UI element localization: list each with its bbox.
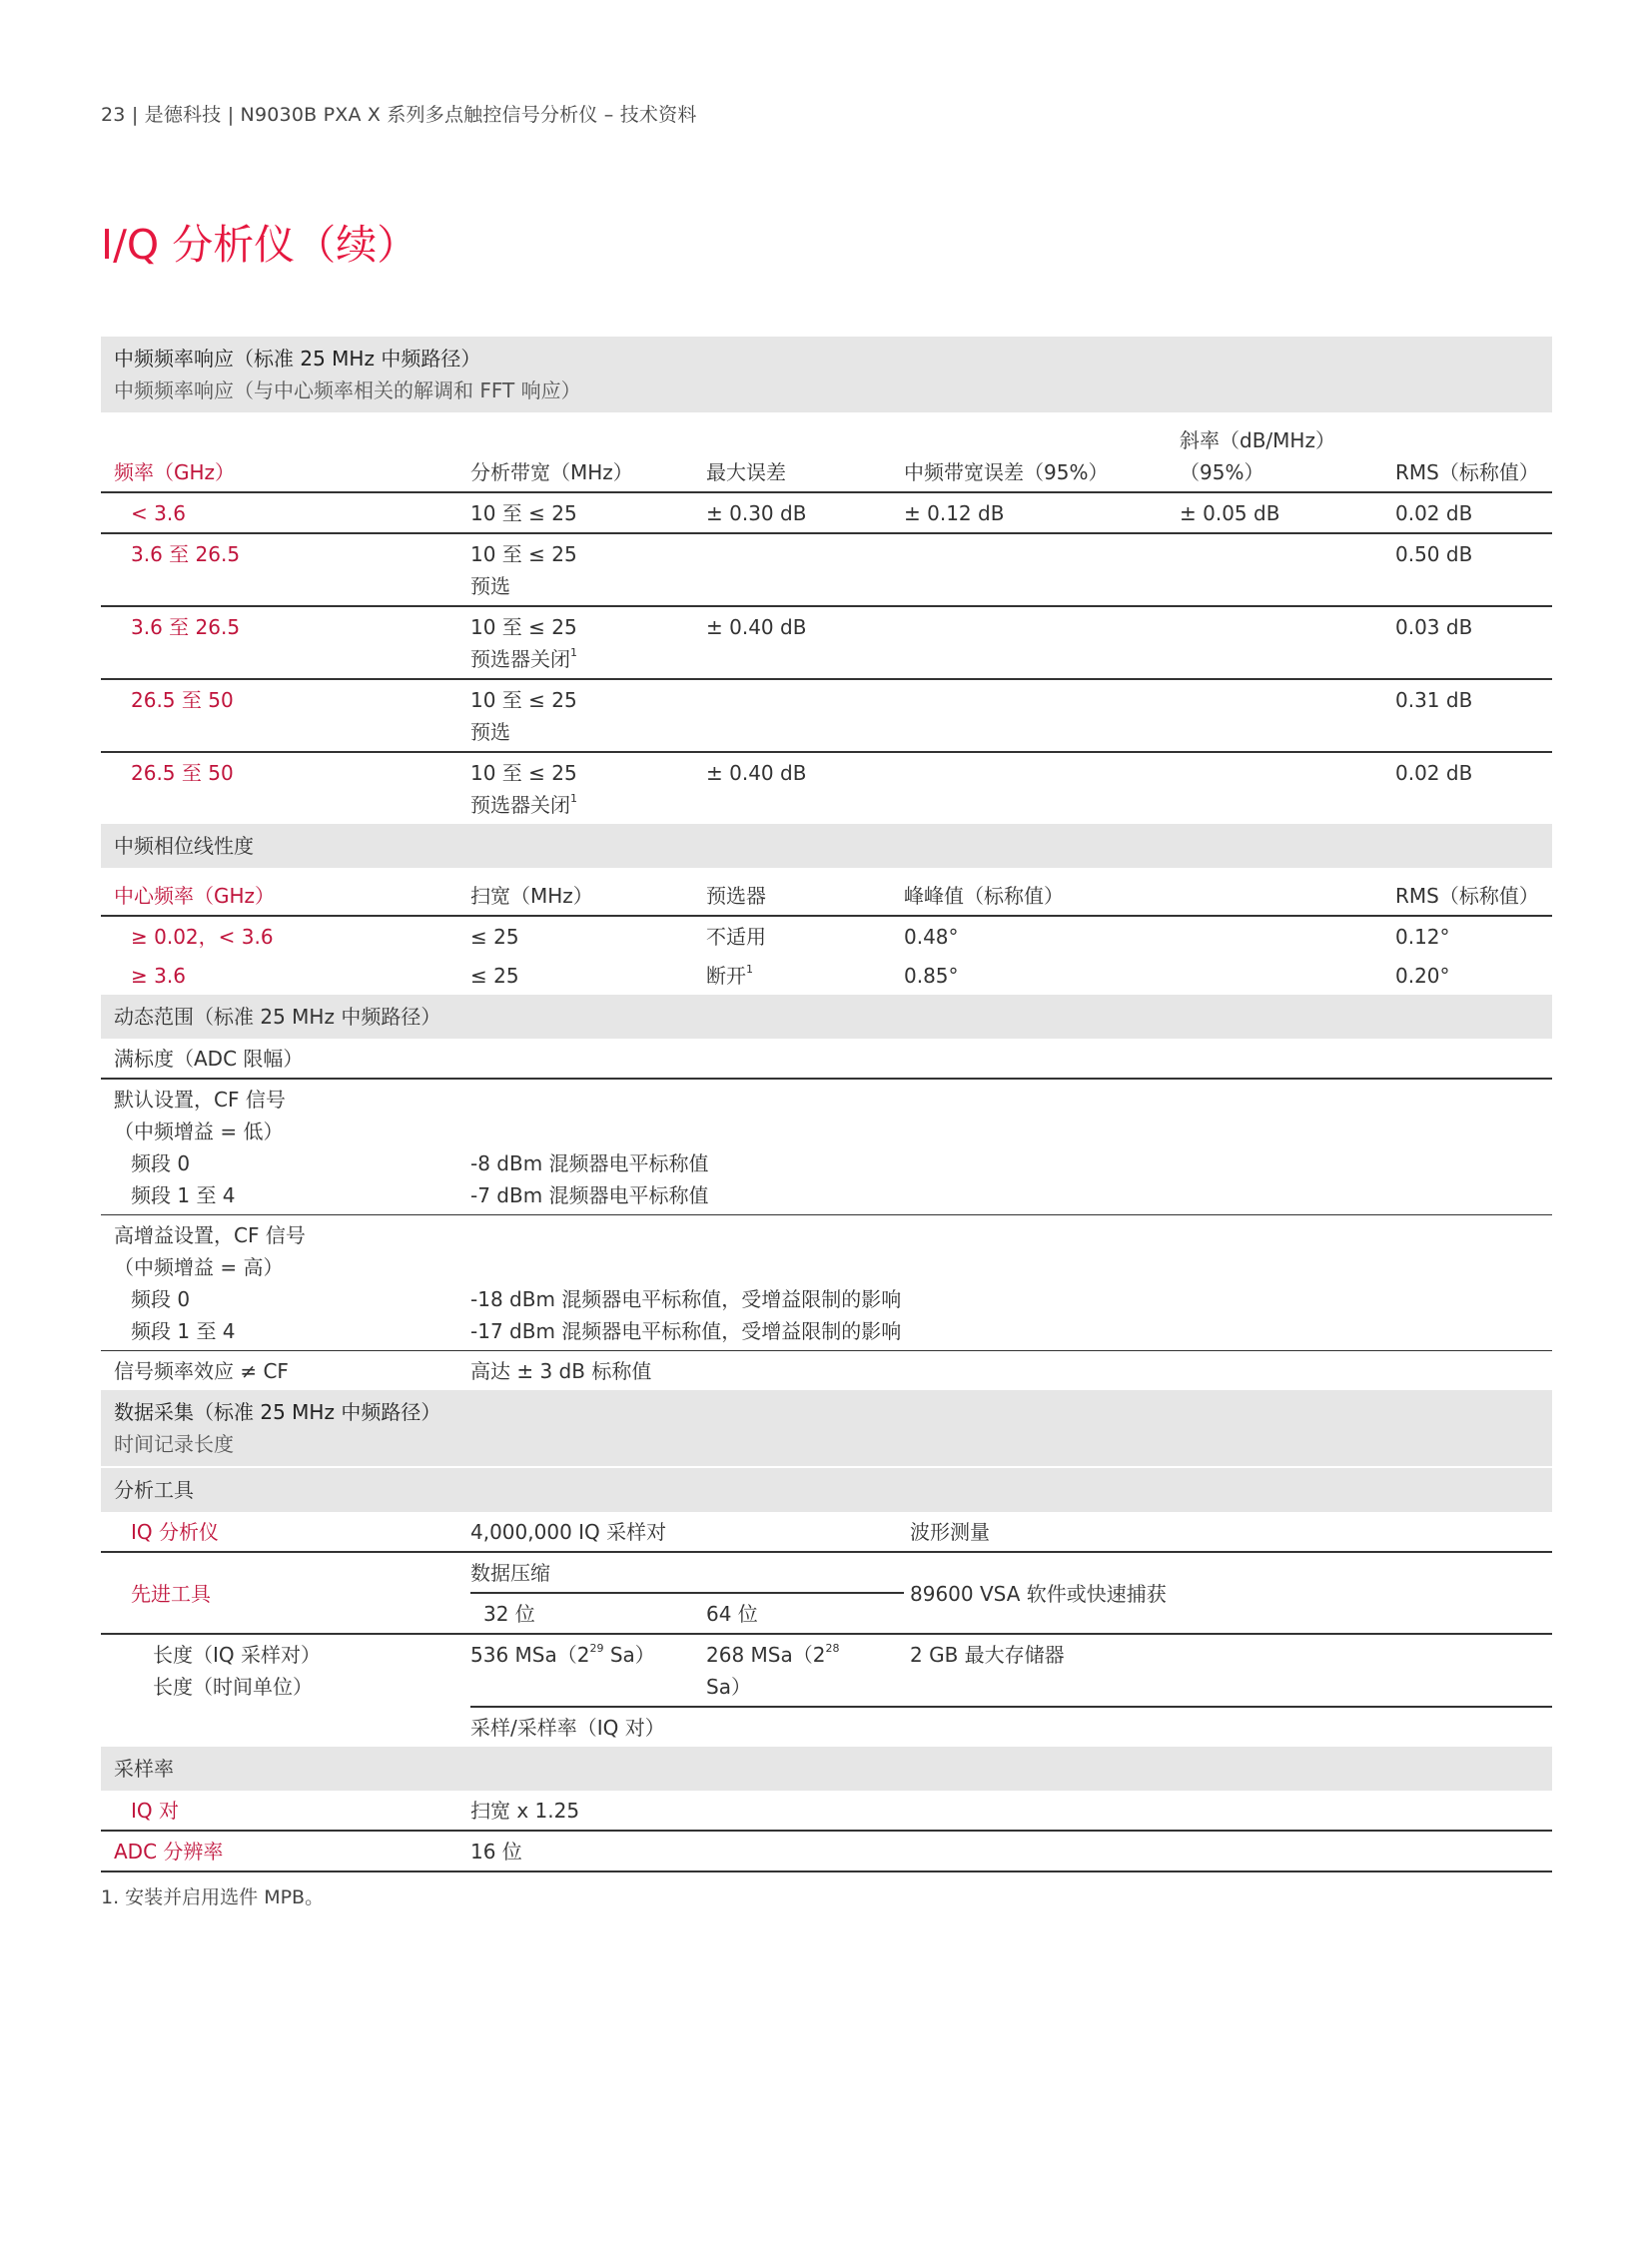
footnote-ref: 1 <box>570 646 577 660</box>
freq-cell: < 3.6 <box>101 492 470 533</box>
max-err-cell: ± 0.40 dB <box>706 606 904 679</box>
default-sub: （中频增益 = 低） <box>114 1120 284 1143</box>
bw-note-wrap <box>470 789 698 821</box>
column-header: 预选器 <box>706 868 904 916</box>
high-setting-cell <box>101 1215 470 1351</box>
default-band14-value: -7 dBm 混频器电平标称值 <box>470 1183 709 1207</box>
column-header: 频率（GHz） <box>101 412 470 492</box>
bit64-label: 64 位 <box>706 1593 904 1634</box>
bw-value: 10 至 ≤ 25 <box>470 615 577 639</box>
compress-label: 数据压缩 <box>470 1552 904 1593</box>
length-time-label: 长度（时间单位） <box>153 1675 313 1699</box>
band0-label: 频段 0 <box>131 1151 191 1175</box>
column-header: 扫宽（MHz） <box>470 868 706 916</box>
spec-content <box>101 337 1552 1909</box>
if-err-cell <box>904 606 1180 679</box>
high-sub: （中频增益 = 高） <box>114 1255 284 1279</box>
table-row <box>101 606 1552 679</box>
max-err-cell <box>706 533 904 606</box>
section-if-phase <box>101 824 1552 868</box>
column-header: 斜率（dB/MHz）（95%） <box>1180 412 1395 492</box>
table-row <box>101 752 1552 824</box>
section-title: 动态范围（标准 25 MHz 中频路径） <box>101 995 1552 1039</box>
len64-value: 268 MSa（2 <box>706 1643 826 1667</box>
freq-cell: ≥ 0.02，< 3.6 <box>131 925 274 949</box>
band14-label: 频段 1 至 4 <box>131 1183 236 1207</box>
high-label: 高增益设置，CF 信号 <box>114 1223 306 1247</box>
table-header <box>101 412 1552 492</box>
len32-exponent: 29 <box>589 1642 604 1656</box>
presel-cell <box>706 956 904 995</box>
default-label: 默认设置，CF 信号 <box>114 1088 286 1112</box>
length-iq-label: 长度（IQ 采样对） <box>153 1643 321 1667</box>
table-row <box>101 1039 1552 1079</box>
signal-freq-value: 高达 ± 3 dB 标称值 <box>470 1359 652 1383</box>
table-row <box>101 1552 1552 1593</box>
section-title: 中频频率响应（标准 25 MHz 中频路径） <box>114 347 481 371</box>
bit32-label: 32 位 <box>470 1593 706 1634</box>
len32-value: 536 MSa（2 <box>470 1643 590 1667</box>
pp-cell: 0.85° <box>904 964 959 988</box>
if-err-cell: ± 0.12 dB <box>904 492 1180 533</box>
section-if-freq-response <box>101 337 1552 412</box>
tools-label: 分析工具 <box>101 1468 1552 1512</box>
if-err-cell <box>904 752 1180 824</box>
span-cell: ≤ 25 <box>470 925 519 949</box>
rms-cell: 0.31 dB <box>1395 679 1552 752</box>
span-cell: ≤ 25 <box>470 964 519 988</box>
table-row <box>101 492 1552 533</box>
bw-value: 10 至 ≤ 25 <box>470 761 577 785</box>
section-data-acq <box>101 1390 1552 1466</box>
spec-table <box>101 337 1552 1872</box>
column-header: 中心频率（GHz） <box>101 868 470 916</box>
bw-note-wrap <box>470 643 698 675</box>
max-err-cell: ± 0.30 dB <box>706 492 904 533</box>
len64-exponent: 28 <box>825 1642 840 1656</box>
high-band0-value: -18 dBm 混频器电平标称值，受增益限制的影响 <box>470 1287 902 1311</box>
adc-label: ADC 分辨率 <box>101 1831 470 1871</box>
high-values-cell <box>470 1215 1552 1351</box>
slope-cell <box>1180 533 1395 606</box>
iq-analyzer-label: IQ 分析仪 <box>101 1512 470 1552</box>
iq-pair-label: IQ 对 <box>101 1791 470 1831</box>
table-row <box>101 1707 1552 1747</box>
section-sample-rate <box>101 1747 1552 1791</box>
slope-cell <box>1180 606 1395 679</box>
table-row <box>101 1791 1552 1831</box>
table-header <box>101 868 1552 916</box>
length-64-cell <box>706 1634 904 1707</box>
pp-cell: 0.48° <box>904 925 959 949</box>
band0-label: 频段 0 <box>131 1287 191 1311</box>
presel-cell: 不适用 <box>706 925 766 949</box>
footnote: 1. 安装并启用选件 MPB。 <box>101 1886 325 1908</box>
bw-cell: 10 至 ≤ 25 <box>470 492 706 533</box>
iq-pair-value: 扫宽 x 1.25 <box>470 1791 1552 1831</box>
slope-cell: ± 0.05 dB <box>1180 492 1395 533</box>
max-err-cell <box>706 679 904 752</box>
section-subtitle: 中频频率响应（与中心频率相关的解调和 FFT 响应） <box>114 378 581 402</box>
table-row <box>101 533 1552 606</box>
slope-cell <box>1180 752 1395 824</box>
table-row <box>101 1351 1552 1391</box>
default-band0-value: -8 dBm 混频器电平标称值 <box>470 1151 709 1175</box>
freq-cell: 26.5 至 50 <box>131 761 234 785</box>
section-dynamic-range <box>101 995 1552 1039</box>
full-scale-label: 满标度（ADC 限幅） <box>101 1039 1552 1079</box>
section-title: 数据采集（标准 25 MHz 中频路径） <box>114 1400 441 1424</box>
bw-note: 预选器关闭 <box>470 647 570 671</box>
column-header: 分析带宽（MHz） <box>470 412 706 492</box>
high-band14-value: -17 dBm 混频器电平标称值，受增益限制的影响 <box>470 1319 902 1343</box>
bw-cell <box>470 752 706 824</box>
footnote-ref: 1 <box>570 792 577 806</box>
table-row <box>101 1215 1552 1351</box>
column-header: RMS（标称值） <box>1395 868 1552 916</box>
sample-rate-title: 采样率 <box>101 1747 1552 1791</box>
default-setting-cell <box>101 1079 470 1215</box>
max-err-cell: ± 0.40 dB <box>706 761 807 785</box>
table-row <box>101 679 1552 752</box>
empty-cell <box>101 1707 470 1747</box>
column-header: 最大误差 <box>706 412 904 492</box>
table-row <box>101 1512 1552 1552</box>
rms-cell: 0.12° <box>1395 925 1450 949</box>
default-values-cell <box>470 1079 1552 1215</box>
column-header: 中频带宽误差（95%） <box>904 412 1180 492</box>
freq-cell: 3.6 至 26.5 <box>101 533 470 606</box>
vsa-label: 89600 VSA 软件或快速捕获 <box>904 1552 1552 1634</box>
freq-cell: 3.6 至 26.5 <box>101 606 470 679</box>
table-row <box>101 1634 1552 1707</box>
adv-tools-label: 先进工具 <box>101 1552 470 1634</box>
bw-value: 10 至 ≤ 25 <box>470 688 577 712</box>
bw-note: 预选 <box>470 720 510 744</box>
band14-label: 频段 1 至 4 <box>131 1319 236 1343</box>
length-32-cell <box>470 1634 706 1707</box>
rms-cell: 0.02 dB <box>1395 492 1552 533</box>
page-header: 23 | 是德科技 | N9030B PXA X 系列多点触控信号分析仪 – 技术资料 <box>101 104 697 126</box>
bw-cell <box>470 679 706 752</box>
section-subtitle: 时间记录长度 <box>114 1432 234 1456</box>
bw-note: 预选器关闭 <box>470 793 570 817</box>
bw-value: 10 至 ≤ 25 <box>470 542 577 566</box>
table-row <box>101 916 1552 956</box>
if-err-cell <box>904 533 1180 606</box>
len64-unit: Sa） <box>706 1675 751 1699</box>
adc-value: 16 位 <box>470 1831 1552 1871</box>
waveform-label: 波形测量 <box>904 1512 1552 1552</box>
rms-cell: 0.02 dB <box>1395 761 1473 785</box>
bw-cell <box>470 533 706 606</box>
bw-note: 预选 <box>470 574 510 598</box>
iq-analyzer-value: 4,000,000 IQ 采样对 <box>470 1512 904 1552</box>
signal-freq-label: 信号频率效应 ≠ CF <box>114 1359 289 1383</box>
section-tools <box>101 1468 1552 1512</box>
section-title: 中频相位线性度 <box>101 824 1552 868</box>
page-title: I/Q 分析仪（续） <box>101 221 418 269</box>
len32-unit: Sa） <box>603 1643 655 1667</box>
table-row <box>101 956 1552 995</box>
rms-cell: 0.50 dB <box>1395 533 1552 606</box>
sample-ratio-label: 采样/采样率（IQ 对） <box>470 1707 1552 1747</box>
length-labels-cell <box>101 1634 470 1707</box>
freq-cell: ≥ 3.6 <box>131 964 186 988</box>
bw-cell <box>470 606 706 679</box>
table-row <box>101 1079 1552 1215</box>
table-row <box>101 1831 1552 1871</box>
if-err-cell <box>904 679 1180 752</box>
storage-value: 2 GB 最大存储器 <box>910 1643 1065 1667</box>
column-header: 峰峰值（标称值） <box>904 868 1395 916</box>
freq-cell: 26.5 至 50 <box>101 679 470 752</box>
slope-cell <box>1180 679 1395 752</box>
rms-cell: 0.03 dB <box>1395 606 1552 679</box>
footnote-ref: 1 <box>746 963 753 977</box>
rms-cell: 0.20° <box>1395 964 1450 988</box>
column-header: RMS（标称值） <box>1395 412 1552 492</box>
presel-value: 断开 <box>706 964 746 988</box>
